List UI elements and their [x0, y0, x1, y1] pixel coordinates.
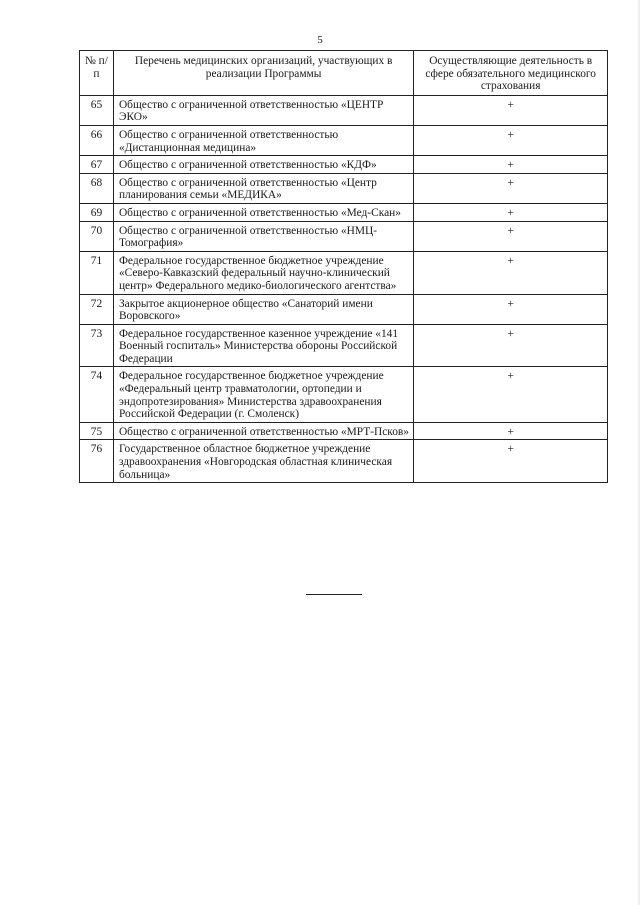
organization-name: Общество с ограниченной ответственностью «МРТ-Псков»: [113, 422, 413, 440]
oms-mark: +: [414, 125, 608, 155]
table-row: [80, 221, 608, 251]
organization-name: Федеральное государственное бюджетное учреждение «Северо-Кавказский федеральный научно-клинический центр» Федерального медико-биологического агентства»: [113, 251, 413, 294]
row-number: 72: [80, 294, 114, 324]
organization-name: Федеральное государственное казенное учреждение «141 Военный госпиталь» Министерства обороны Российской Федерации: [113, 324, 413, 367]
oms-mark: +: [414, 203, 608, 221]
row-number: 74: [80, 367, 114, 422]
table-row: [80, 203, 608, 221]
oms-mark: +: [414, 173, 608, 203]
table-row: [80, 422, 608, 440]
table-row: [80, 156, 608, 174]
oms-mark: +: [414, 251, 608, 294]
table-header-row: [80, 51, 608, 96]
organization-name: Государственное областное бюджетное учреждение здравоохранения «Новгородская областная клиническая больница»: [113, 440, 413, 483]
table-row: [80, 125, 608, 155]
row-number: 68: [80, 173, 114, 203]
table-row: [80, 251, 608, 294]
row-number: 69: [80, 203, 114, 221]
oms-mark: +: [414, 324, 608, 367]
header-oms: Осуществляющие деятельность в сфере обязательного медицинского страхования: [414, 51, 608, 96]
organization-name: Общество с ограниченной ответственностью «Дистанционная медицина»: [113, 125, 413, 155]
oms-mark: +: [414, 367, 608, 422]
table-row: [80, 324, 608, 367]
row-number: 67: [80, 156, 114, 174]
organization-name: Общество с ограниченной ответственностью «КДФ»: [113, 156, 413, 174]
organization-name: Закрытое акционерное общество «Санаторий имени Воровского»: [113, 294, 413, 324]
row-number: 66: [80, 125, 114, 155]
row-number: 76: [80, 440, 114, 483]
oms-mark: +: [414, 156, 608, 174]
table-row: [80, 294, 608, 324]
header-num: № п/п: [80, 51, 114, 96]
organization-name: Федеральное государственное бюджетное учреждение «Федеральный центр травматологии, ортопедии и эндопротезирования» Министерства здравоохранения Российской Федерации (г. Смоленск): [113, 367, 413, 422]
page-number: 5: [317, 34, 323, 46]
row-number: 71: [80, 251, 114, 294]
end-of-document-line: [306, 594, 362, 595]
row-number: 73: [80, 324, 114, 367]
oms-mark: +: [414, 422, 608, 440]
table-row: [80, 173, 608, 203]
oms-mark: +: [414, 294, 608, 324]
oms-mark: +: [414, 440, 608, 483]
oms-mark: +: [414, 95, 608, 125]
table-row: [80, 440, 608, 483]
table-row: [80, 95, 608, 125]
row-number: 75: [80, 422, 114, 440]
organization-name: Общество с ограниченной ответственностью «Центр планирования семьи «МЕДИКА»: [113, 173, 413, 203]
table-row: [80, 367, 608, 422]
oms-mark: +: [414, 221, 608, 251]
organization-name: Общество с ограниченной ответственностью «НМЦ-Томография»: [113, 221, 413, 251]
medical-organizations-table: [79, 50, 608, 483]
table-body: [80, 95, 608, 482]
organization-name: Общество с ограниченной ответственностью «ЦЕНТР ЭКО»: [113, 95, 413, 125]
header-organizations: Перечень медицинских организаций, участвующих в реализации Программы: [113, 51, 413, 96]
row-number: 65: [80, 95, 114, 125]
row-number: 70: [80, 221, 114, 251]
organization-name: Общество с ограниченной ответственностью «Мед-Скан»: [113, 203, 413, 221]
